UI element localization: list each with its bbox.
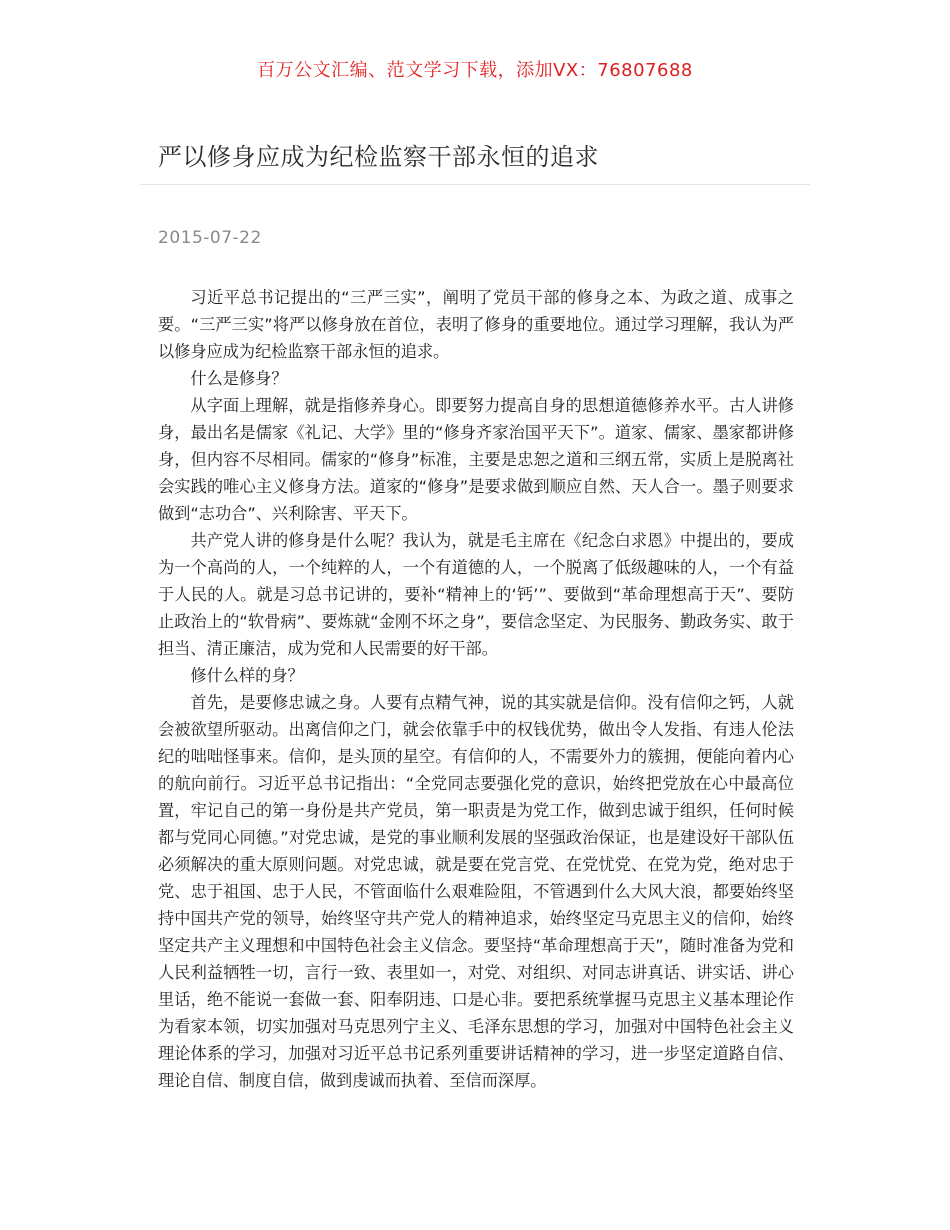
paragraph-question-what: 什么是修身？	[190, 369, 288, 388]
paragraph-communist-self-cultivation: 共产党人讲的修身是什么呢？我认为，就是毛主席在《纪念白求恩》中提出的，要成为一个高尚的人，一个纯粹的人，一个有道德的人，一个脱离了低级趣味的人，一个有益于人民的人。就是习总书记讲的，要补“精神上的‘钙’”、要做到“革命理想高于天”、要防止政治上的“软骨病”、要炼就“金刚不坏之身”，要信念坚定、为民服务、勤政务实、敢于担当、清正廉洁，成为党和人民需要的好干部。	[158, 531, 794, 658]
article-body	[158, 284, 794, 1094]
promo-banner: 百万公文汇编、范文学习下载，添加VX：76807688	[257, 60, 693, 81]
title-divider	[140, 184, 810, 185]
article-title: 严以修身应成为纪检监察干部永恒的追求	[158, 143, 599, 171]
paragraph-loyalty: 首先，是要修忠诚之身。人要有点精气神，说的其实就是信仰。没有信仰之钙，人就会被欲望所驱动。出离信仰之门，就会依靠手中的权钱优势，做出令人发指、有违人伦法纪的咄咄怪事来。信仰，是头顶的星空。有信仰的人，不需要外力的簇拥，便能向着内心的航向前行。习近平总书记指出：“全党同志要强化党的意识，始终把党放在心中最高位置，牢记自己的第一身份是共产党员，第一职责是为党工作，做到忠诚于组织，任何时候都与党同心同德。”对党忠诚，是党的事业顺利发展的坚强政治保证，也是建设好干部队伍必须解决的重大原则问题。对党忠诚，就是要在党言党、在党忧党、在党为党，绝对忠于党、忠于祖国、忠于人民，不管面临什么艰难险阻，不管遇到什么大风大浪，都要始终坚持中国共产党的领导，始终坚守共产党人的精神追求，始终坚定马克思主义的信仰，始终坚定共产主义理想和中国特色社会主义信念。要坚持“革命理想高于天”，随时准备为党和人民利益牺牲一切，言行一致、表里如一，对党、对组织、对同志讲真话、讲实话、讲心里话，绝不能说一套做一套、阳奉阴违、口是心非。要把系统掌握马克思主义基本理论作为看家本领，切实加强对马克思列宁主义、毛泽东思想的学习，加强对中国特色社会主义理论体系的学习，加强对习近平总书记系列重要讲话精神的学习，进一步坚定道路自信、理论自信、制度自信，做到虔诚而执着、至信而深厚。	[158, 693, 794, 1090]
paragraph-question-which: 修什么样的身？	[190, 666, 304, 685]
paragraph-intro: 习近平总书记提出的“三严三实”，阐明了党员干部的修身之本、为政之道、成事之要。“三严三实”将严以修身放在首位，表明了修身的重要地位。通过学习理解，我认为严以修身应成为纪检监察干部永恒的追求。	[158, 288, 794, 361]
paragraph-literal-meaning: 从字面上理解，就是指修养身心。即要努力提高自身的思想道德修养水平。古人讲修身，最出名是儒家《礼记、大学》里的“修身齐家治国平天下”。道家、儒家、墨家都讲修身，但内容不尽相同。儒家的“修身”标准，主要是忠恕之道和三纲五常，实质上是脱离社会实践的唯心主义修身方法。道家的“修身”是要求做到顺应自然、天人合一。墨子则要求做到“志功合”、兴利除害、平天下。	[158, 396, 794, 523]
publish-date: 2015-07-22	[158, 228, 262, 248]
